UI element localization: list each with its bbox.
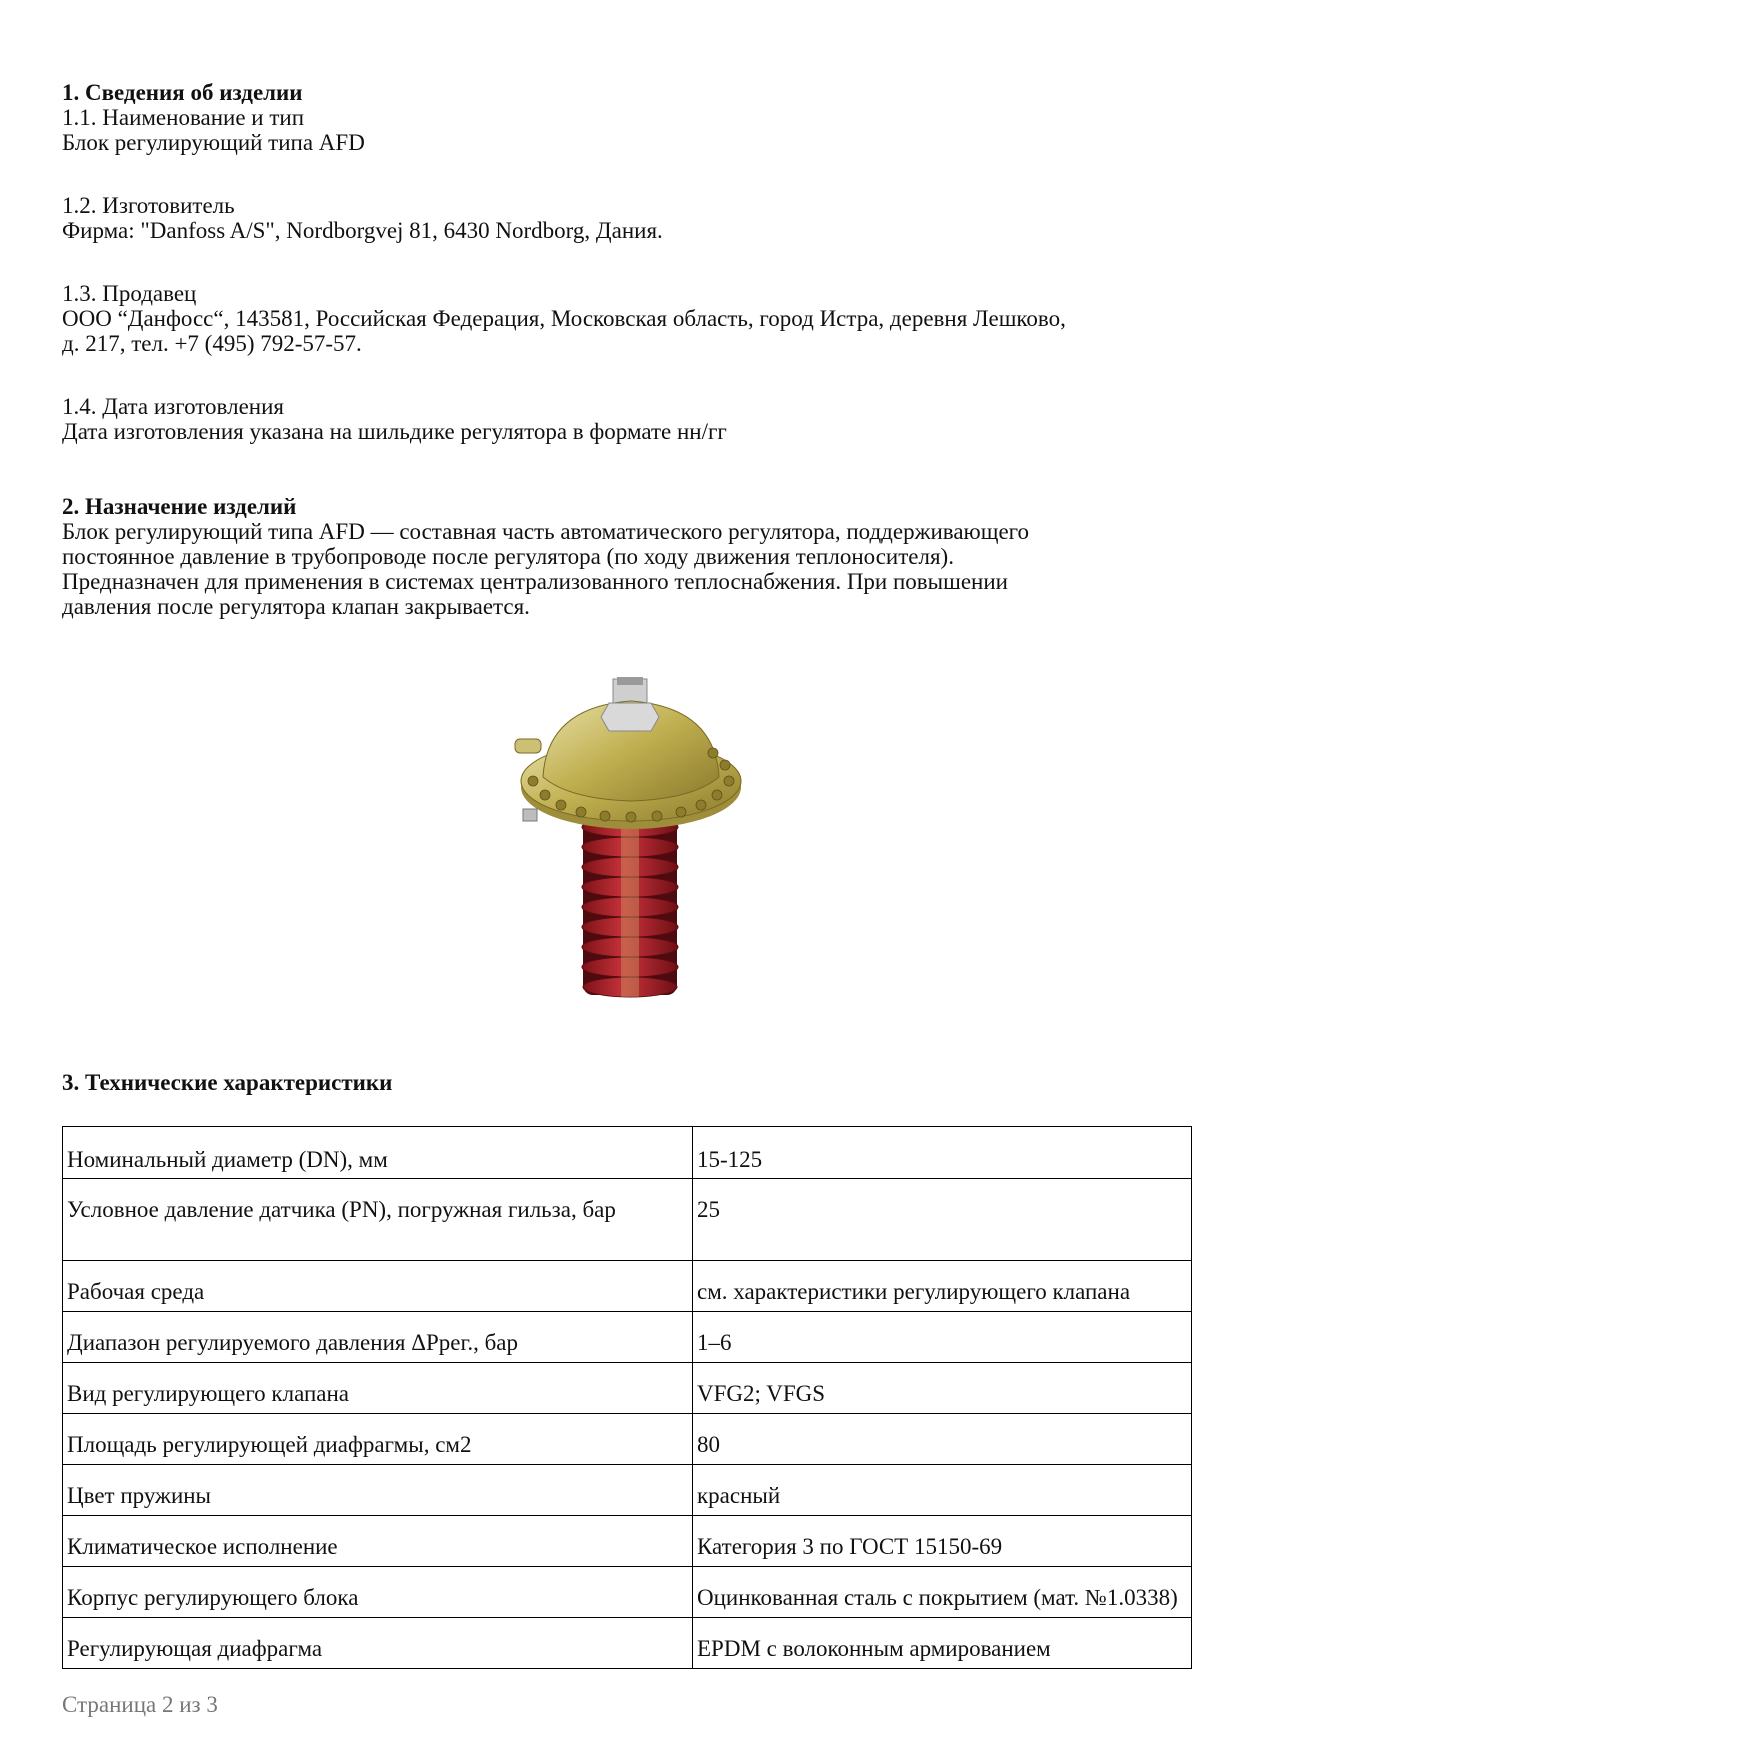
- subsection-1-4-heading: 1.4. Дата изготовления: [62, 394, 284, 419]
- purpose-paragraph: [62, 519, 1029, 619]
- purpose-line: Блок регулирующий типа AFD — составная часть автоматического регулятора, поддерживающего: [62, 519, 1030, 544]
- purpose-line: давления после регулятора клапан закрывается.: [62, 594, 530, 619]
- table-row: [63, 1127, 1192, 1179]
- purpose-line: Предназначен для применения в системах централизованного теплоснабжения. При повышении: [62, 569, 1008, 594]
- spec-key: Регулирующая диафрагма: [63, 1618, 693, 1669]
- spec-value: Категория 3 по ГОСТ 15150-69: [693, 1516, 1192, 1567]
- table-row: [63, 1312, 1192, 1363]
- purpose-line: постоянное давление в трубопроводе после регулятора (по ходу движения теплоносителя).: [62, 544, 954, 569]
- spec-value: VFG2; VFGS: [693, 1363, 1192, 1414]
- spec-key: Площадь регулирующей диафрагмы, см2: [63, 1414, 693, 1465]
- spec-key: Рабочая среда: [63, 1261, 693, 1312]
- spec-value: Оцинкованная сталь с покрытием (мат. №1.0338): [693, 1567, 1192, 1618]
- spec-value: 1–6: [693, 1312, 1192, 1363]
- spec-key: Климатическое исполнение: [63, 1516, 693, 1567]
- spec-value: см. характеристики регулирующего клапана: [693, 1261, 1192, 1312]
- spec-key: Вид регулирующего клапана: [63, 1363, 693, 1414]
- subsection-1-2-heading: 1.2. Изготовитель: [62, 193, 235, 218]
- spec-value: 15-125: [693, 1127, 1192, 1179]
- table-row: [63, 1363, 1192, 1414]
- spec-key: Условное давление датчика (PN), погружная гильза, бар: [63, 1179, 693, 1261]
- page-number: Страница 2 из 3: [62, 1692, 218, 1717]
- table-row: [63, 1261, 1192, 1312]
- spec-value: 80: [693, 1414, 1192, 1465]
- manufacture-date-text: Дата изготовления указана на шильдике регулятора в формате нн/гг: [62, 419, 727, 444]
- manufacturer-text: Фирма: "Danfoss A/S", Nordborgvej 81, 6430 Nordborg, Дания.: [62, 218, 663, 243]
- specifications-table: [62, 1126, 1192, 1669]
- afd-actuator-image: [513, 677, 749, 1004]
- subsection-1-1-heading: 1.1. Наименование и тип: [62, 105, 305, 130]
- table-row: [63, 1567, 1192, 1618]
- spec-key: Корпус регулирующего блока: [63, 1567, 693, 1618]
- spec-key: Диапазон регулируемого давления ΔPрег., бар: [63, 1312, 693, 1363]
- seller-line-2: д. 217, тел. +7 (495) 792-57-57.: [62, 331, 362, 356]
- table-row: [63, 1465, 1192, 1516]
- section-3-title: 3. Технические характеристики: [62, 1070, 393, 1095]
- spec-value: EPDM с волоконным армированием: [693, 1618, 1192, 1669]
- table-row: [63, 1414, 1192, 1465]
- section-1-title: 1. Сведения об изделии: [62, 80, 303, 105]
- red-spring: [582, 817, 678, 997]
- spec-value: 25: [693, 1179, 1192, 1261]
- table-row: [63, 1618, 1192, 1669]
- table-row: [63, 1516, 1192, 1567]
- spec-key: Цвет пружины: [63, 1465, 693, 1516]
- seller-line-1: ООО “Данфосс“, 143581, Российская Федерация, Московская область, город Истра, деревня Лешково,: [62, 306, 1066, 331]
- table-row: [63, 1179, 1192, 1261]
- spec-value: красный: [693, 1465, 1192, 1516]
- product-name: Блок регулирующий типа AFD: [62, 130, 365, 155]
- spec-key: Номинальный диаметр (DN), мм: [63, 1127, 693, 1179]
- subsection-1-3-heading: 1.3. Продавец: [62, 281, 197, 306]
- section-2-title: 2. Назначение изделий: [62, 494, 297, 519]
